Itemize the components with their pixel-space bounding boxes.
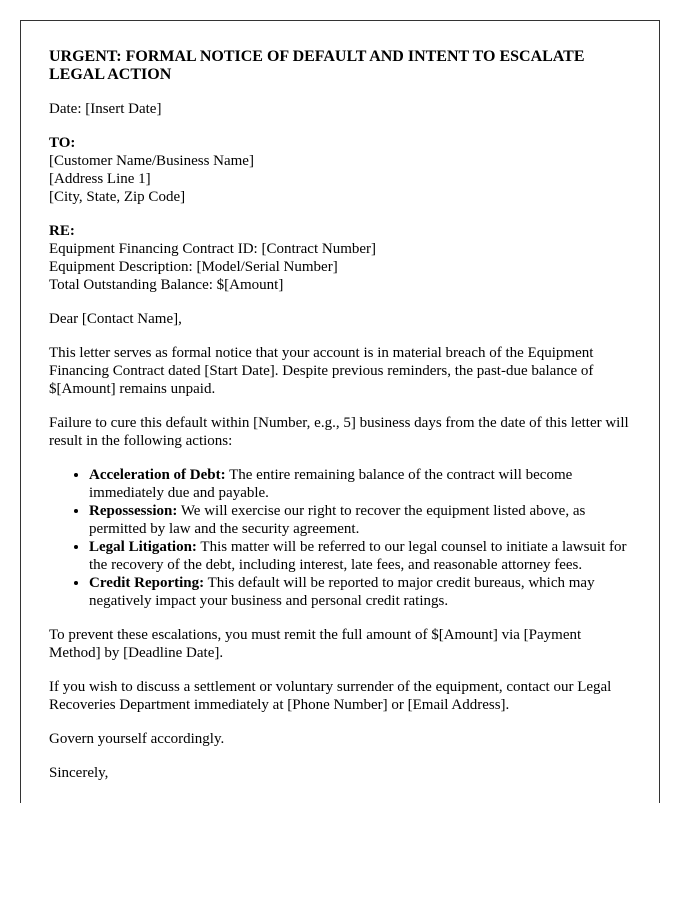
actions-list <box>49 466 631 610</box>
recipient-address: [Address Line 1] <box>49 171 151 187</box>
list-item <box>89 538 631 574</box>
re-balance: Total Outstanding Balance: $[Amount] <box>49 277 284 293</box>
action-term: Credit Reporting: <box>89 575 205 591</box>
recipient-name: [Customer Name/Business Name] <box>49 153 254 169</box>
action-text: This matter will be referred to our legal counsel to initiate a lawsuit for the recovery of the debt, including interest, late fees, and reasonable attorney fees. <box>89 539 627 573</box>
list-item <box>89 466 631 502</box>
letter-page <box>20 20 660 803</box>
re-contract-id: Equipment Financing Contract ID: [Contract Number] <box>49 241 377 257</box>
re-block <box>49 222 631 294</box>
recipient-city: [City, State, Zip Code] <box>49 189 186 205</box>
action-text: The entire remaining balance of the contract will become immediately due and payable. <box>89 467 573 501</box>
action-text: We will exercise our right to recover the equipment listed above, as permitted by law and the security agreement. <box>89 503 586 537</box>
action-term: Legal Litigation: <box>89 539 197 555</box>
paragraph-govern: Govern yourself accordingly. <box>49 731 225 747</box>
paragraph-cure: Failure to cure this default within [Number, e.g., 5] business days from the date of this letter will result in the following actions: <box>49 415 629 449</box>
paragraph-payment: To prevent these escalations, you must remit the full amount of $[Amount] via [Payment Method] by [Deadline Date]. <box>49 627 582 661</box>
list-item <box>89 574 631 610</box>
paragraph-breach: This letter serves as formal notice that your account is in material breach of the Equipment Financing Contract dated [Start Date]. Despite previous reminders, the past-due balance of $[Amount] remains unpaid. <box>49 345 594 397</box>
paragraph-contact: If you wish to discuss a settlement or voluntary surrender of the equipment, contact our Legal Recoveries Department immediately at [Phone Number] or [Email Address]. <box>49 679 612 713</box>
to-label: TO: <box>49 135 76 151</box>
action-term: Acceleration of Debt: <box>89 467 226 483</box>
list-item <box>89 502 631 538</box>
closing: Sincerely, <box>49 765 109 781</box>
recipient-block <box>49 134 631 206</box>
re-equipment: Equipment Description: [Model/Serial Number] <box>49 259 338 275</box>
salutation: Dear [Contact Name], <box>49 311 182 327</box>
letter-date: Date: [Insert Date] <box>49 101 162 117</box>
action-term: Repossession: <box>89 503 178 519</box>
letter-title: URGENT: FORMAL NOTICE OF DEFAULT AND INTENT TO ESCALATE LEGAL ACTION <box>49 48 585 83</box>
re-label: RE: <box>49 223 75 239</box>
action-text: This default will be reported to major credit bureaus, which may negatively impact your business and personal credit ratings. <box>89 575 595 609</box>
